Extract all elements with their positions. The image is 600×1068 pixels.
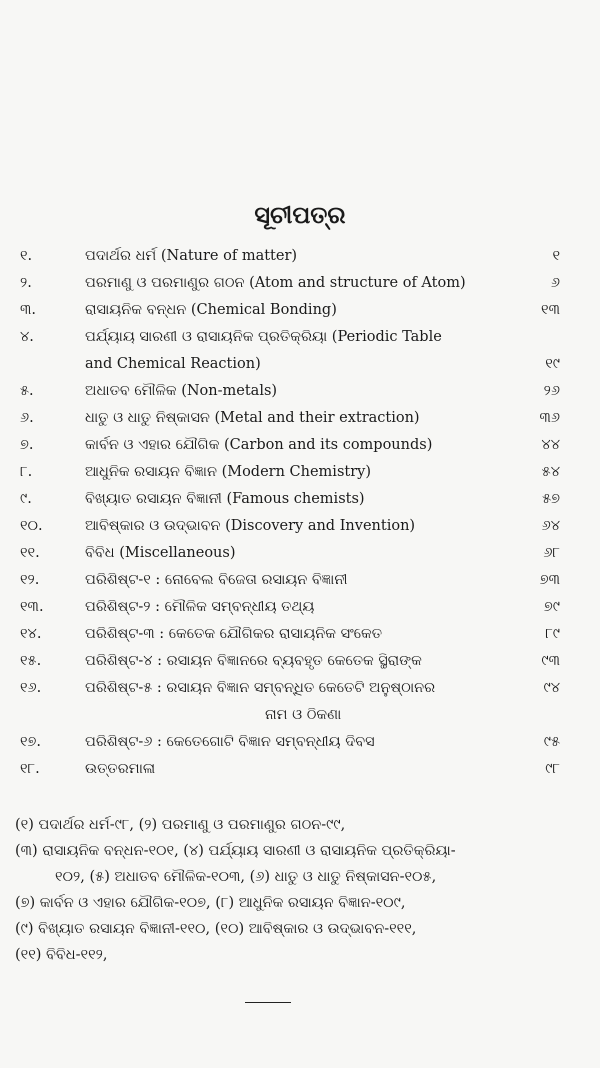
toc-row bbox=[20, 486, 560, 513]
toc-number: ୧୪. bbox=[20, 626, 42, 642]
toc-page-number: ୫୭ bbox=[542, 491, 560, 507]
toc-row bbox=[20, 351, 560, 378]
answer-line: (୧୧) ବିବିଧ-୧୧୨, bbox=[15, 947, 108, 963]
toc-row bbox=[20, 513, 560, 540]
toc-row bbox=[20, 459, 560, 486]
toc-title: ପରିଶିଷ୍ଟ-୧ : ନୋବେଲ ବିଜେତା ରସାୟନ ବିଜ୍ଞାନୀ bbox=[85, 572, 348, 588]
toc-title: ଆଧୁନିକ ରସାୟନ ବିଜ୍ଞାନ (Modern Chemistry) bbox=[85, 464, 371, 480]
toc-title: ପର୍ଯ୍ୟାୟ ସାରଣୀ ଓ ରାସାୟନିକ ପ୍ରତିକ୍ରିୟା (Periodic Table bbox=[85, 329, 442, 345]
toc-page-number: ୮୯ bbox=[545, 626, 560, 642]
page-title: ସୂଚୀପତ୍ର bbox=[254, 200, 346, 229]
toc-title: ରାସାୟନିକ ବନ୍ଧନ (Chemical Bonding) bbox=[85, 302, 337, 318]
answer-key-list bbox=[15, 812, 575, 968]
answer-line: (୯) ବିଖ୍ୟାତ ରସାୟନ ବିଜ୍ଞାନୀ-୧୧୦, (୧୦) ଆବିଷ୍କାର ଓ ଉଦ୍ଭାବନ-୧୧୧, bbox=[15, 921, 417, 937]
toc-row bbox=[20, 621, 560, 648]
toc-page-number: ୧୯ bbox=[545, 356, 560, 372]
answer-line: (୧) ପଦାର୍ଥର ଧର୍ମ-୯୮, (୨) ପରମାଣୁ ଓ ପରମାଣୁର ଗଠନ-୯୯, bbox=[15, 817, 346, 833]
toc-number: ୧୦. bbox=[20, 518, 43, 534]
toc-title: ପରମାଣୁ ଓ ପରମାଣୁର ଗଠନ (Atom and structure of Atom) bbox=[85, 275, 466, 291]
table-of-contents bbox=[20, 243, 560, 783]
toc-title: ପରିଶିଷ୍ଟ-୨ : ମୌଳିକ ସମ୍ବନ୍ଧୀୟ ତଥ୍ୟ bbox=[85, 599, 315, 615]
toc-title: କାର୍ବନ ଓ ଏହାର ଯୌଗିକ (Carbon and its compounds) bbox=[85, 437, 433, 453]
toc-title: ଅଧାତବ ମୌଳିକ (Non-metals) bbox=[85, 383, 278, 399]
toc-title: ଉତ୍ତରମାଳା bbox=[85, 761, 156, 777]
toc-number: ୬. bbox=[20, 410, 34, 426]
toc-title: ନାମ ଓ ଠିକଣା bbox=[265, 707, 342, 723]
toc-row bbox=[20, 243, 560, 270]
toc-number: ୧୫. bbox=[20, 653, 42, 669]
toc-number: ୧୭. bbox=[20, 734, 42, 750]
toc-page-number: ୬୪ bbox=[541, 518, 560, 534]
toc-title: ବିଖ୍ୟାତ ରସାୟନ ବିଜ୍ଞାନୀ (Famous chemists) bbox=[85, 491, 365, 507]
toc-row bbox=[20, 324, 560, 351]
toc-page-number: ୬ bbox=[550, 275, 560, 291]
toc-page-number: ୭୯ bbox=[543, 599, 560, 615]
toc-title: ପରିଶିଷ୍ଟ-୫ : ରସାୟନ ବିଜ୍ଞାନ ସମ୍ବନ୍ଧିତ କେତେଟି ଅନୁଷ୍ଠାନର bbox=[85, 680, 436, 696]
toc-title: ପରିଶିଷ୍ଟ-୬ : କେତେଗୋଟି ବିଜ୍ଞାନ ସମ୍ବନ୍ଧୀୟ ଦିବସ bbox=[85, 734, 375, 750]
toc-page-number: ୯୮ bbox=[545, 761, 560, 777]
toc-page-number: ୨୬ bbox=[543, 383, 560, 399]
answer-line: ୧୦୨, (୫) ଅଧାତବ ମୌଳିକ-୧୦୩, (୬) ଧାତୁ ଓ ଧାତୁ ନିଷ୍କାସନ-୧୦୫, bbox=[55, 869, 437, 885]
toc-number: ୭. bbox=[20, 437, 34, 453]
toc-row bbox=[20, 675, 560, 702]
toc-row bbox=[20, 378, 560, 405]
toc-number: ୧୧. bbox=[20, 545, 40, 561]
toc-row bbox=[20, 756, 560, 783]
toc-title: ପଦାର୍ଥର ଧର୍ମ (Nature of matter) bbox=[85, 248, 298, 264]
toc-row bbox=[20, 540, 560, 567]
toc-number: ୨. bbox=[20, 275, 32, 291]
toc-title: ଆବିଷ୍କାର ଓ ଉଦ୍ଭାବନ (Discovery and Invention) bbox=[85, 518, 416, 534]
toc-page-number: ୧ bbox=[552, 248, 560, 264]
toc-page-number: ୪୪ bbox=[541, 437, 560, 453]
toc-number: ୮. bbox=[20, 464, 33, 480]
toc-row bbox=[20, 702, 560, 729]
toc-row bbox=[20, 270, 560, 297]
divider bbox=[245, 1002, 291, 1003]
toc-row bbox=[20, 729, 560, 756]
toc-page-number: ୫୪ bbox=[541, 464, 560, 480]
toc-row bbox=[20, 648, 560, 675]
toc-number: ୧୩. bbox=[20, 599, 44, 615]
toc-number: ୧୨. bbox=[20, 572, 40, 588]
toc-number: ୯. bbox=[20, 491, 32, 507]
toc-page-number: ୬୮ bbox=[543, 545, 560, 561]
toc-title: ଧାତୁ ଓ ଧାତୁ ନିଷ୍କାସନ (Metal and their extraction) bbox=[85, 410, 420, 426]
toc-page-number: ୯୫ bbox=[543, 734, 560, 750]
toc-page-number: ୯୩ bbox=[541, 653, 560, 669]
toc-number: ୧୬. bbox=[20, 680, 42, 696]
toc-row bbox=[20, 567, 560, 594]
toc-page-number: ୭୩ bbox=[539, 572, 560, 588]
toc-row bbox=[20, 405, 560, 432]
toc-title: ପରିଶିଷ୍ଟ-୪ : ରସାୟନ ବିଜ୍ଞାନରେ ବ୍ୟବହୃତ କେତେକ ସ୍ଥିରାଙ୍କ bbox=[85, 653, 422, 669]
toc-page-number: ୯୪ bbox=[543, 680, 560, 696]
answer-line: (୩) ରାସାୟନିକ ବନ୍ଧନ-୧୦୧, (୪) ପର୍ଯ୍ୟାୟ ସାରଣୀ ଓ ରାସାୟନିକ ପ୍ରତିକ୍ରିୟା- bbox=[15, 843, 456, 859]
toc-title: ବିବିଧ (Miscellaneous) bbox=[85, 545, 236, 561]
toc-number: ୧. bbox=[20, 248, 33, 264]
toc-number: ୫. bbox=[20, 383, 34, 399]
toc-row bbox=[20, 297, 560, 324]
toc-title: ପରିଶିଷ୍ଟ-୩ : କେତେକ ଯୌଗିକର ରାସାୟନିକ ସଂକେତ bbox=[85, 626, 383, 642]
toc-page-number: ୩୬ bbox=[539, 410, 560, 426]
toc-page-number: ୧୩ bbox=[541, 302, 560, 318]
toc-row bbox=[20, 432, 560, 459]
toc-number: ୧୮. bbox=[20, 761, 40, 777]
toc-title: and Chemical Reaction) bbox=[85, 356, 261, 372]
toc-number: ୩. bbox=[20, 302, 37, 318]
toc-row bbox=[20, 594, 560, 621]
answer-line: (୭) କାର୍ବନ ଓ ଏହାର ଯୌଗିକ-୧୦୭, (୮) ଆଧୁନିକ ରସାୟନ ବିଜ୍ଞାନ-୧୦୯, bbox=[15, 895, 406, 911]
toc-number: ୪. bbox=[20, 329, 34, 345]
